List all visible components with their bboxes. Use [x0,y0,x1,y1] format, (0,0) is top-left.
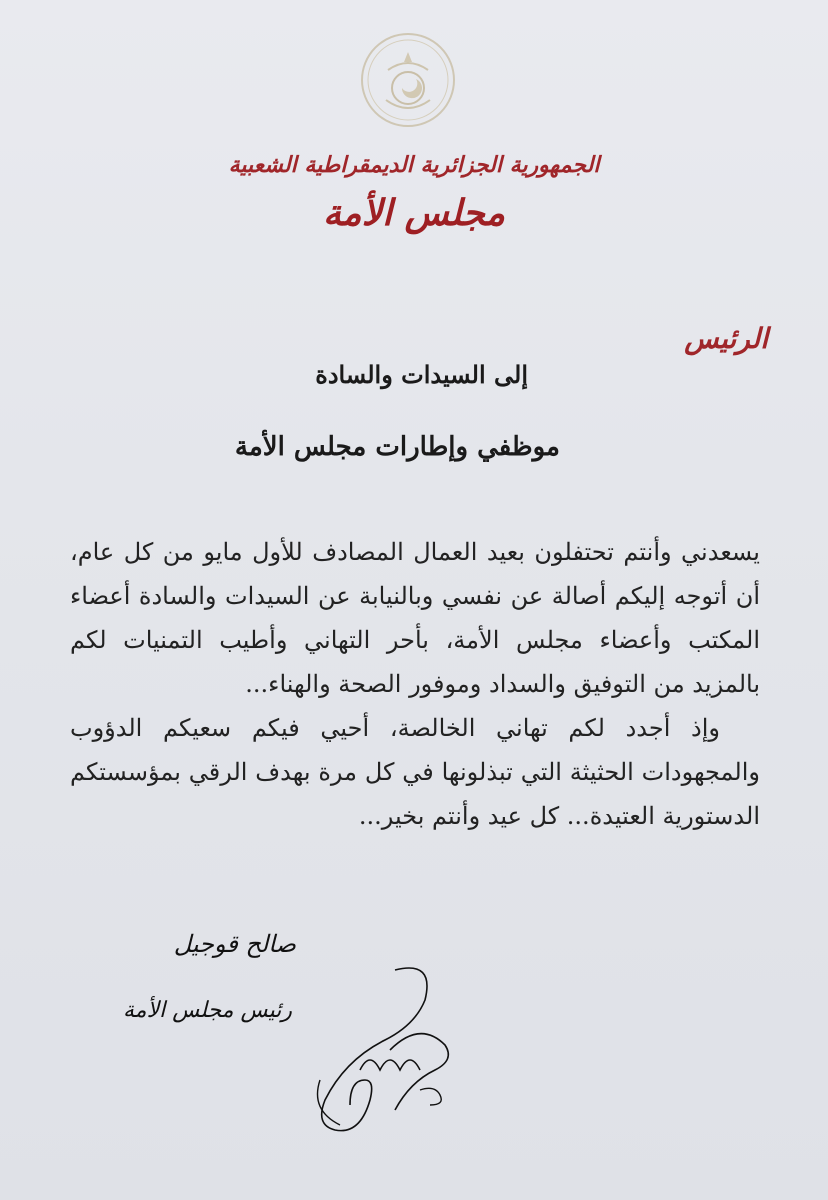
salutation: إلى السيدات والسادة [315,360,528,389]
signatory-name: صالح قوجيل [173,930,296,958]
letterhead-council: مجلس الأمة [323,192,505,234]
national-emblem-icon [358,30,458,130]
body-paragraph-2: وإذ أجدد لكم تهاني الخالصة، أحيي فيكم سعيكم الدؤوب والمجهودات الحثيثة التي تبذلونها في كل مرة بهدف الرقي بمؤسستكم الدستورية العتيدة... كل عيد وأنتم بخير... [70,714,760,830]
recipients: موظفي وإطارات مجلس الأمة [234,432,560,462]
handwritten-signature [300,960,470,1140]
letter-body [70,530,760,838]
president-mark: الرئيس [684,322,768,355]
letterhead-republic: الجمهورية الجزائرية الديمقراطية الشعبية [228,152,600,178]
signatory-title: رئيس مجلس الأمة [123,998,292,1023]
body-paragraph-1: يسعدني وأنتم تحتفلون بعيد العمال المصادف للأول مايو من كل عام، أن أتوجه إليكم أصالة عن نفسي وبالنيابة عن السيدات والسادة أعضاء المكتب وأعضاء مجلس الأمة، بأحر التهاني وأطيب التمنيات لكم بالمزيد من التوفيق والسداد وموفور الصحة والهناء... [70,538,760,698]
